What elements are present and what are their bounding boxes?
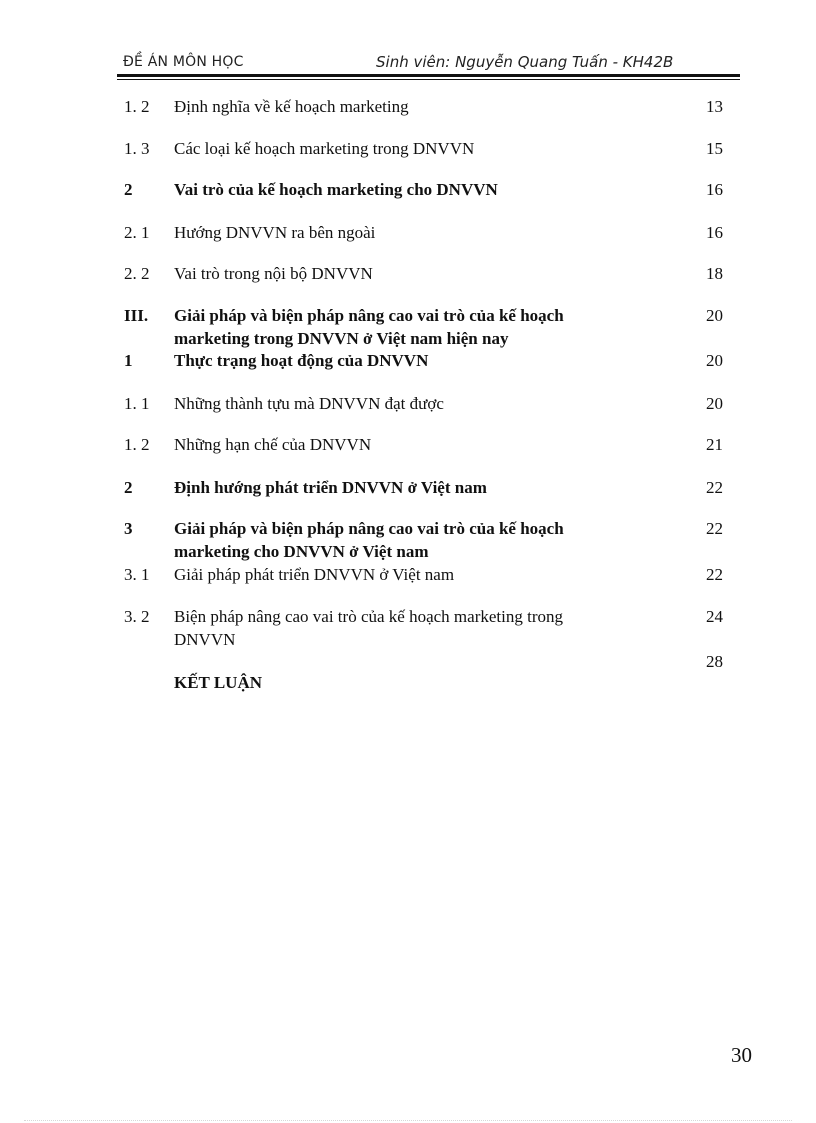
toc-page: 15 <box>706 139 723 158</box>
toc-page: 21 <box>706 435 723 454</box>
toc-number: 1. 1 <box>124 394 150 413</box>
bottom-dotted-border <box>24 1120 792 1121</box>
toc-title: Định nghĩa về kế hoạch marketing <box>174 97 409 116</box>
course-title: ĐỀ ÁN MÔN HỌC <box>123 54 244 70</box>
conclusion-page: 28 <box>706 652 723 671</box>
toc-number: 1 <box>124 351 133 370</box>
toc-title: Giải pháp và biện pháp nâng cao vai trò của kế hoạch marketing cho DNVVN ở Việt nam <box>174 519 564 561</box>
toc-number: III. <box>124 306 149 325</box>
toc-number: 3 <box>124 519 133 538</box>
toc-page: 24 <box>706 607 723 626</box>
toc-title: Những hạn chế của DNVVN <box>174 435 372 454</box>
toc-number: 1. 3 <box>124 139 150 158</box>
toc-page: 13 <box>706 97 723 116</box>
toc-title: Các loại kế hoạch marketing trong DNVVN <box>174 139 475 158</box>
toc-page: 22 <box>706 519 723 538</box>
toc-number: 2. 1 <box>124 223 150 242</box>
toc-title: Giải pháp phát triển DNVVN ở Việt nam <box>174 565 455 584</box>
toc-number: 2. 2 <box>124 264 150 283</box>
toc-number: 1. 2 <box>124 435 150 454</box>
toc-title: Hướng DNVVN ra bên ngoài <box>174 223 376 242</box>
toc-page: 20 <box>706 306 723 325</box>
page-number: 30 <box>731 1043 752 1067</box>
toc-page: 22 <box>706 565 723 584</box>
toc-page: 16 <box>706 223 723 242</box>
student-name: Sinh viên: Nguyễn Quang Tuấn - KH42B <box>376 53 674 71</box>
toc-number: 2 <box>124 180 133 199</box>
toc-page: 20 <box>706 351 723 370</box>
toc-number: 3. 2 <box>124 607 150 626</box>
header-rule-thin <box>117 79 740 80</box>
toc-title: Vai trò của kế hoạch marketing cho DNVVN <box>174 180 498 199</box>
header-rule-thick <box>117 74 740 77</box>
toc-title: Định hướng phát triển DNVVN ở Việt nam <box>174 478 487 497</box>
toc-number: 3. 1 <box>124 565 150 584</box>
toc-title: Biện pháp nâng cao vai trò của kế hoạch marketing trong DNVVN <box>174 607 563 649</box>
toc-title: Những thành tựu mà DNVVN đạt được <box>174 394 444 413</box>
toc-title: Vai trò trong nội bộ DNVVN <box>174 264 373 283</box>
toc-number: 2 <box>124 478 133 497</box>
toc-page: 22 <box>706 478 723 497</box>
toc-page: 18 <box>706 264 723 283</box>
toc-page: 20 <box>706 394 723 413</box>
conclusion-title: KẾT LUẬN <box>174 673 263 692</box>
toc-number: 1. 2 <box>124 97 150 116</box>
toc-title: Thực trạng hoạt động của DNVVN <box>174 351 429 370</box>
toc-page: 16 <box>706 180 723 199</box>
page-header <box>123 54 740 74</box>
toc-title: Giải pháp và biện pháp nâng cao vai trò của kế hoạch marketing trong DNVVN ở Việt nam hiện nay <box>174 306 564 348</box>
